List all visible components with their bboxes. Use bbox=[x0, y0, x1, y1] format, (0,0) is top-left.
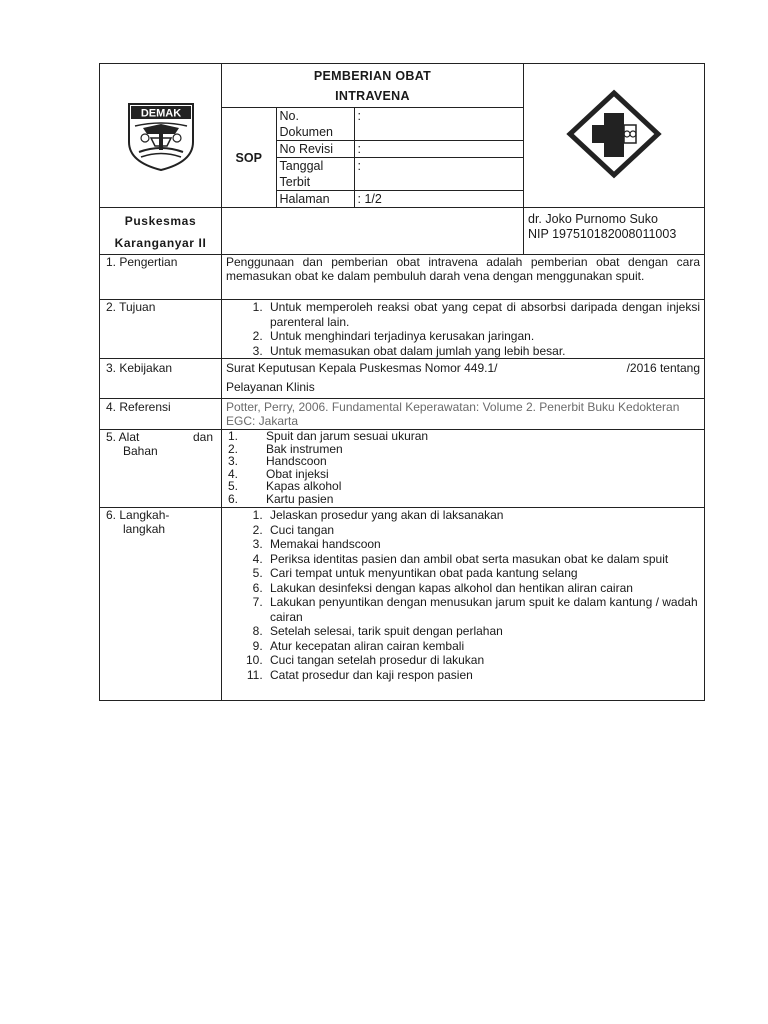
puskesmas-name-cell bbox=[100, 208, 222, 255]
sop-document bbox=[99, 63, 704, 701]
list-item: 10. Cuci tangan setelah prosedur di lakukan bbox=[266, 653, 700, 668]
alat-list bbox=[228, 430, 700, 506]
kebijakan-text-line2: Pelayanan Klinis bbox=[226, 380, 315, 394]
list-item: 1. Untuk memperoleh reaksi obat yang cepat di absorbsi daripada dengan injeksi parenteral lain. bbox=[266, 300, 700, 329]
alat-label-part2: dan bbox=[192, 430, 213, 444]
doc-field-value: : bbox=[354, 158, 523, 191]
sop-table bbox=[99, 63, 705, 701]
demak-logo-text: DEMAK bbox=[140, 107, 181, 120]
referensi-text: Potter, Perry, 2006. Fundamental Keperawatan: Volume 2. Penerbit Buku Kedokteran EGC: Jakarta bbox=[222, 399, 705, 430]
list-item: 4. Periksa identitas pasien dan ambil obat serta masukan obat ke dalam spuit bbox=[266, 552, 700, 567]
health-logo-cell bbox=[524, 64, 705, 208]
langkah-label-line1: 6. Langkah- bbox=[106, 508, 170, 522]
blank-cell bbox=[222, 208, 524, 255]
list-item: 2. Cuci tangan bbox=[266, 523, 700, 538]
doc-field-value: : bbox=[354, 108, 523, 141]
list-item: 1. Jelaskan prosedur yang akan di laksanakan bbox=[266, 508, 700, 523]
puskesmas-cross-logo bbox=[566, 89, 662, 179]
signer-name: dr. Joko Purnomo Suko bbox=[528, 212, 658, 226]
list-item: 3. Untuk memasukan obat dalam jumlah yang lebih besar. bbox=[266, 344, 700, 359]
langkah-list bbox=[222, 508, 700, 682]
title-line-1: PEMBERIAN OBAT bbox=[313, 69, 432, 83]
section-label-pengertian: 1. Pengertian bbox=[100, 255, 222, 300]
doc-field-label: Tanggal Terbit bbox=[276, 158, 354, 191]
kebijakan-text-left: Surat Keputusan Kepala Puskesmas Nomor 449.1/ bbox=[226, 361, 498, 375]
doc-field-value: : 1/2 bbox=[354, 191, 523, 208]
list-item: 7. Lakukan penyuntikan dengan menusukan jarum spuit ke dalam kantung / wadah cairan bbox=[266, 595, 700, 624]
list-item: 5. Cari tempat untuk menyuntikan obat pada kantung selang bbox=[266, 566, 700, 581]
list-item: 2. Untuk menghindari terjadinya kerusakan jaringan. bbox=[266, 329, 700, 344]
signer-cell bbox=[524, 208, 705, 255]
tujuan-list bbox=[222, 300, 700, 358]
doc-field-label: No Revisi bbox=[276, 141, 354, 158]
alat-label-line2: Bahan bbox=[123, 444, 158, 458]
demak-logo-cell bbox=[100, 64, 222, 208]
pengertian-text: Penggunaan dan pemberian obat intravena adalah pemberian obat dengan cara memasukan obat ke dalam pembuluh darah vena dengan menggunakan spuit. bbox=[222, 255, 705, 300]
puskesmas-line-1: Puskesmas bbox=[124, 214, 197, 228]
langkah-label-line2: langkah bbox=[123, 522, 166, 536]
kebijakan-text-right: /2016 tentang bbox=[626, 361, 700, 375]
section-label-referensi: 4. Referensi bbox=[100, 399, 222, 430]
list-item: 2. Bak instrumen bbox=[228, 441, 343, 456]
list-item: 11. Catat prosedur dan kaji respon pasien bbox=[266, 668, 700, 683]
doc-field-label: Halaman bbox=[276, 191, 354, 208]
list-item: 9. Atur kecepatan aliran cairan kembali bbox=[266, 639, 700, 654]
sop-label: SOP bbox=[222, 108, 276, 208]
demak-logo bbox=[121, 94, 201, 174]
puskesmas-line-2: Karanganyar II bbox=[114, 236, 207, 250]
list-item: 3. Memakai handscoon bbox=[266, 537, 700, 552]
section-label-kebijakan: 3. Kebijakan bbox=[100, 359, 222, 399]
section-label-alat bbox=[100, 430, 222, 508]
alat-label-part1: 5. Alat bbox=[106, 430, 140, 444]
list-item: 6. Kartu pasien bbox=[228, 491, 334, 506]
list-item: 8. Setelah selesai, tarik spuit dengan perlahan bbox=[266, 624, 700, 639]
title-line-2: INTRAVENA bbox=[335, 89, 410, 103]
list-item: 1. Spuit dan jarum sesuai ukuran bbox=[228, 429, 429, 443]
list-item: 3. Handscoon bbox=[228, 454, 327, 469]
list-item: 4. Obat injeksi bbox=[228, 466, 329, 481]
doc-field-label: No. Dokumen bbox=[276, 108, 354, 141]
section-label-tujuan: 2. Tujuan bbox=[100, 300, 222, 359]
section-label-langkah bbox=[100, 508, 222, 701]
doc-info-table bbox=[222, 107, 523, 207]
list-item: 5. Kapas alkohol bbox=[228, 479, 342, 494]
list-item: 6. Lakukan desinfeksi dengan kapas alkohol dan hentikan aliran cairan bbox=[266, 581, 700, 596]
signer-nip: NIP 197510182008011003 bbox=[528, 227, 677, 241]
doc-field-value: : bbox=[354, 141, 523, 158]
